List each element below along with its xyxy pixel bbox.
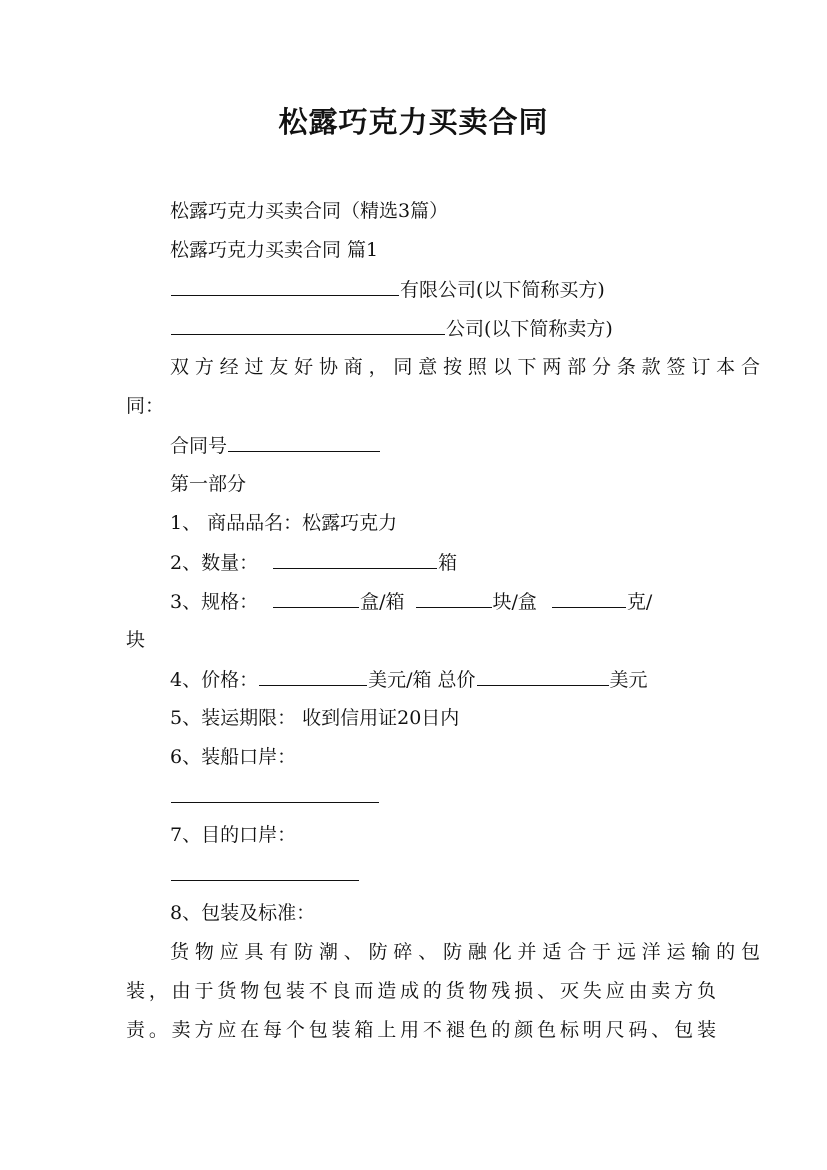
subtitle: 松露巧克力买卖合同（精选3篇） <box>170 200 449 222</box>
destination-port-blank <box>171 861 359 881</box>
seller-suffix: 公司(以下简称卖方) <box>446 318 613 340</box>
item-3-unit-c: 克/ <box>626 591 653 613</box>
item-3-continuation: 块 <box>126 629 146 651</box>
item-4-label: 4、价格： <box>170 669 259 691</box>
intro-line-1: 双方经过友好协商，同意按照以下两部分条款签订本合 <box>170 356 760 378</box>
quantity-blank <box>273 549 437 569</box>
item-3-unit-b: 块/盒 <box>492 591 537 613</box>
item-4-price <box>126 666 760 693</box>
contract-number-blank <box>228 432 380 452</box>
total-price-blank <box>477 666 609 686</box>
destination-port-line <box>126 861 760 888</box>
item-2-quantity <box>126 549 760 576</box>
packing-paragraph-line-1: 货物应具有防潮、防碎、防融化并适合于远洋运输的包 <box>170 941 760 963</box>
loading-port-blank <box>171 783 379 803</box>
document-title: 松露巧克力买卖合同 <box>278 105 549 139</box>
item-6-loading-port: 6、装船口岸： <box>170 746 297 768</box>
section-heading: 松露巧克力买卖合同 篇1 <box>170 239 379 261</box>
spec-blank-a <box>273 588 359 608</box>
item-7-destination-port: 7、目的口岸： <box>170 824 297 846</box>
item-1-product-name: 1、 商品品名：松露巧克力 <box>170 512 398 534</box>
packing-paragraph-line-2: 装，由于货物包装不良而造成的货物残损、灭失应由卖方负 <box>126 980 716 1002</box>
seller-name-blank <box>171 315 445 335</box>
buyer-line <box>126 276 760 303</box>
loading-port-line <box>126 783 760 810</box>
item-8-packing: 8、包装及标准： <box>170 902 316 924</box>
spec-blank-c <box>552 588 626 608</box>
packing-paragraph-line-3: 责。卖方应在每个包装箱上用不褪色的颜色标明尺码、包装 <box>126 1019 716 1041</box>
item-3-label: 3、规格： <box>170 591 259 613</box>
item-2-label: 2、数量： <box>170 552 259 574</box>
part-one-heading: 第一部分 <box>170 473 247 495</box>
unit-price-blank <box>259 666 367 686</box>
spec-blank-b <box>416 588 492 608</box>
seller-line <box>126 315 760 342</box>
contract-number-line <box>126 432 760 459</box>
item-4-end: 美元 <box>609 669 648 691</box>
item-2-unit: 箱 <box>438 552 458 574</box>
item-3-specification <box>126 588 760 615</box>
buyer-suffix: 有限公司(以下简称买方) <box>400 279 605 301</box>
item-3-unit-a: 盒/箱 <box>360 591 405 613</box>
buyer-name-blank <box>171 276 399 296</box>
item-4-unit: 美元/箱 总价 <box>368 669 476 691</box>
contract-number-label: 合同号 <box>170 435 228 457</box>
item-5-shipment-period: 5、装运期限： 收到信用证20日内 <box>170 707 460 729</box>
intro-line-2: 同： <box>126 395 165 417</box>
